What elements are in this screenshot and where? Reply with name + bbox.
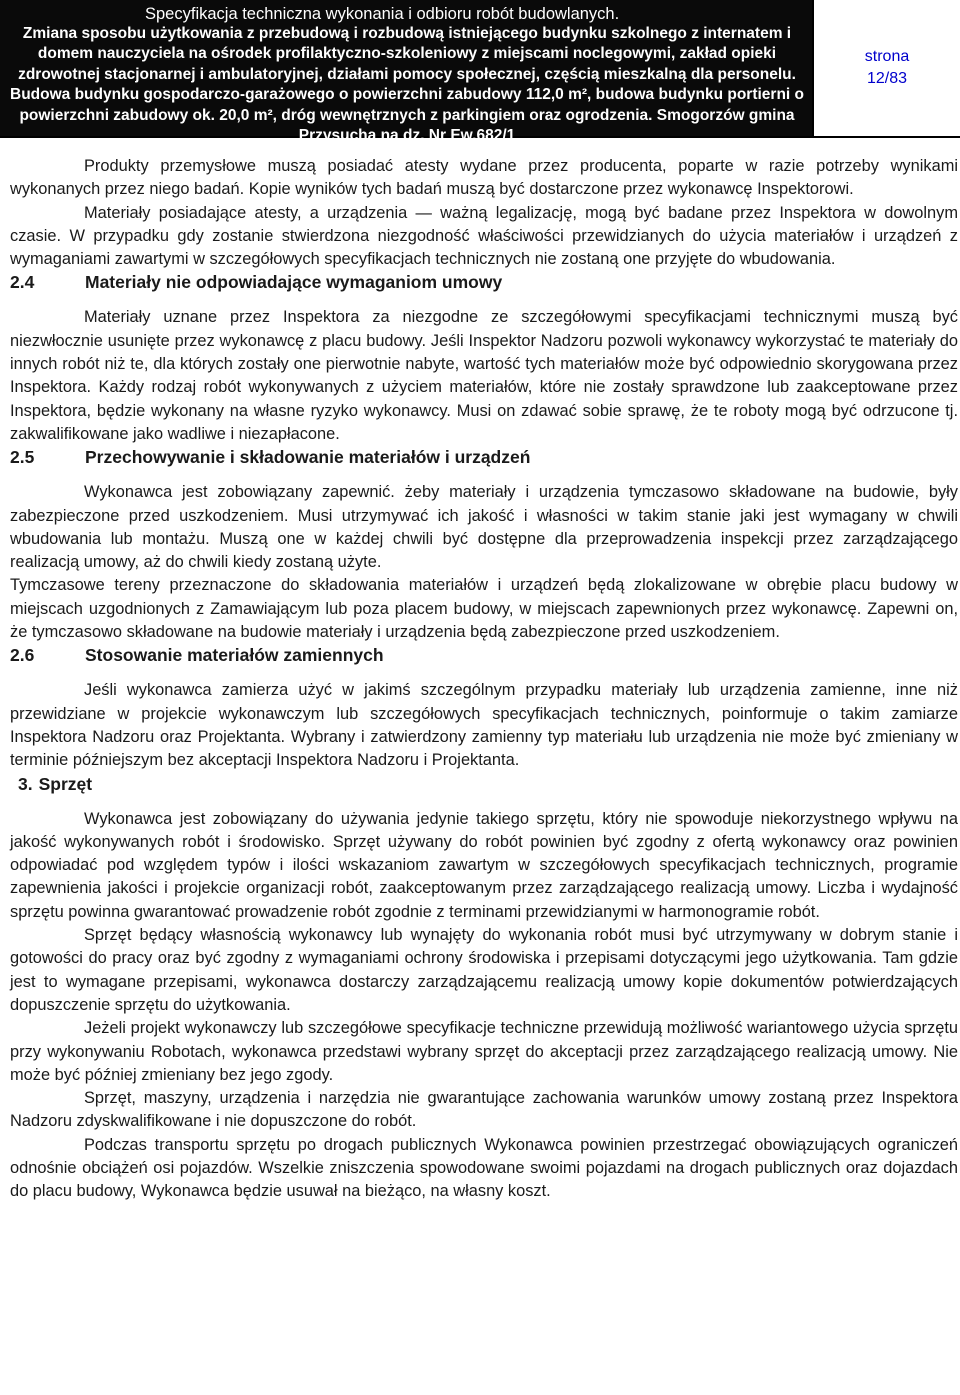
project-description: Zmiana sposobu użytkowania z przebudową i rozbudową istniejącego budynku szkolnego z internatem i domem nauczyciela na ośrodek profilaktyczno-szkoleniowy z miejscami noclegowymi, zakład opieki zdrowotnej stacjonarnej i ambulatoryjnej, działami pomocy społecznej, częścią mieszkalną dla personelu. Budowa budynku gospodarczo-garażowego o powierzchni zabudowy 112,0 m², budowa budynku portierni o powierzchni zabudowy ok. 20,0 m², dróg wewnętrznych z parkingiem oraz ogrodzenia. Smogorzów gmina Przysucha na dz. Nr Ew.682/1 xyxy=(10,25,805,145)
paragraph: Materiały uznane przez Inspektora za niezgodne ze szczegółowymi specyfikacjami technicznymi muszą być niezwłocznie usunięte przez wykonawcę z placu budowy. Jeśli Inspektor Nadzoru pozwoli wykonawcy wykorzystać te materiały do innych robót niż te, dla których zostały one pierwotnie nabyte, wartość tych materiałów może być odpowiednio skorygowana przez Inspektora. Każdy rodzaj robót wykonywanych z użyciem materiałów, które nie zostały sprawdzone lub zaakceptowane przez Inspektora, będzie wykonany na własne ryzyko wykonawcy. Musi on zdawać sobie sprawę, że te roboty mogą być odrzucone tj. zakwalifikowane jako wadliwe i niezapłacone. xyxy=(10,308,958,443)
section-title: Sprzęt xyxy=(38,773,93,794)
paragraph: Podczas transportu sprzętu po drogach publicznych Wykonawca powinien przestrzegać obowiązujących ograniczeń odnośnie obciążeń osi pojazdów. Wszelkie zniszczenia spowodowane swoimi pojazdami na drogach publicznych oraz dojazdach do placu budowy, Wykonawca będzie usuwał na bieżąco, na własny koszt. xyxy=(10,1135,958,1201)
section-heading-2-5 xyxy=(10,446,958,469)
section-number: 2.6 xyxy=(10,645,35,666)
section-title: Stosowanie materiałów zamiennych xyxy=(85,645,384,666)
spec-title: Specyfikacja techniczna wykonania i odbioru robót budowlanych. xyxy=(145,5,620,23)
section-heading-2-6 xyxy=(10,644,958,667)
paragraph: Wykonawca jest zobowiązany do używania jedynie takiego sprzętu, który nie spowoduje niekorzystnego wpływu na jakość wykonywanych robót i środowisko. Sprzęt używany do robót powinien być zgodny z ofertą wykonawcy oraz powinien odpowiadać pod względem typów i ilości wskazaniom zawartym w szczegółowych specyfikacjach technicznych, programie zapewnienia jakości i projekcie organizacji robót, zaakceptowanym przez zarządzającego realizacją umowy. Liczba i wydajność sprzętu powinna gwarantować prowadzenie robót zgodnie z terminami przewidzianymi w harmonogramie robót. xyxy=(10,809,958,921)
page-number: 12/83 xyxy=(866,70,908,87)
paragraph: Sprzęt będący własnością wykonawcy lub wynajęty do wykonania robót musi być utrzymywany w dobrym stanie i gotowości do pracy oraz być zgodny z wymaganiami ochrony środowiska i przepisami dotyczącymi jego użytkowania. Tam gdzie jest to wymagane przepisami, wykonawca dostarczy zarządzającemu realizacją umowy kopie dokumentów potwierdzających dopuszczenie sprzętu do użytkowania. xyxy=(10,926,958,1014)
paragraph: Jeżeli projekt wykonawczy lub szczegółowe specyfikacje techniczne przewidują możliwość wariantowego użycia sprzętu przy wykonywaniu Robotach, wykonawca przedstawi wybrany sprzęt do akceptacji przez zarządzającego realizacją umowy. Nie może być później zmieniany bez jego zgody. xyxy=(10,1019,958,1084)
section-heading-3 xyxy=(10,773,958,796)
header-title-block xyxy=(0,0,812,145)
section-title: Przechowywanie i składowanie materiałów i urządzeń xyxy=(85,447,531,468)
section-number: 2.4 xyxy=(10,272,35,293)
paragraph: Wykonawca jest zobowiązany zapewnić. żeby materiały i urządzenia tymczasowo składowane na budowie, były zabezpieczone przed uszkodzeniem. Musi utrzymywać ich jakość i własności w takim stanie jaki jest wymagany w chwili wbudowania lub montażu. Muszą one w każdej chwili być dostępne dla przeprowadzenia inspekcji przez zarządzającego realizacją umowy, aż do chwili kiedy zostaną użyte. xyxy=(10,483,958,572)
section-number: 2.5 xyxy=(10,447,35,468)
paragraph: Produkty przemysłowe muszą posiadać atesty wydane przez producenta, poparte w razie potrzeby wynikami wykonanych przez niego badań. Kopie wyników tych badań muszą być dostarczone przez wykonawcę Inspektorowi. xyxy=(10,157,958,199)
paragraph: Materiały posiadające atesty, a urządzenia — ważną legalizację, mogą być badane przez Inspektora w dowolnym czasie. W przypadku gdy zostanie stwierdzona niezgodność właściwości przewidzianych do użycia materiałów i urządzeń z wymaganiami zawartymi w szczegółowych specyfikacjach technicznych nie zostaną one przyjęte do wbudowania. xyxy=(10,203,958,269)
section-heading-2-4 xyxy=(10,271,958,294)
page-label: strona xyxy=(864,48,910,65)
document-header xyxy=(0,0,960,145)
paragraph: Jeśli wykonawca zamierza użyć w jakimś szczególnym przypadku materiały lub urządzenia zamienne, inne niż przewidziane w projekcie wykonawczym lub szczegółowych specyfikacjach technicznych, poinformuje o takim zamiarze Inspektora Nadzoru oraz Projektanta. Wybrany i zatwierdzony zamienny typ materiału lub urządzenia nie może być zmieniany w terminie późniejszym bez akceptacji Inspektora Nadzoru i Projektanta. xyxy=(10,681,958,770)
section-title: Materiały nie odpowiadające wymaganiom umowy xyxy=(85,272,503,293)
document-body xyxy=(10,155,958,1204)
page-indicator xyxy=(812,0,960,136)
section-number: 3. xyxy=(18,773,33,794)
paragraph: Tymczasowe tereny przeznaczone do składowania materiałów i urządzeń będą zlokalizowane w obrębie placu budowy w miejscach uzgodnionych z Zamawiającym lub poza placem budowy, w miejscach zapewnionych przez wykonawcę. Zapewni on, że tymczasowo składowane na budowie materiały i urządzenia będą zabezpieczone przed uszkodzeniem. xyxy=(10,576,958,642)
paragraph: Sprzęt, maszyny, urządzenia i narzędzia nie gwarantujące zachowania warunków umowy zostaną przez Inspektora Nadzoru zdyskwalifikowane i nie dopuszczone do robót. xyxy=(10,1089,958,1131)
